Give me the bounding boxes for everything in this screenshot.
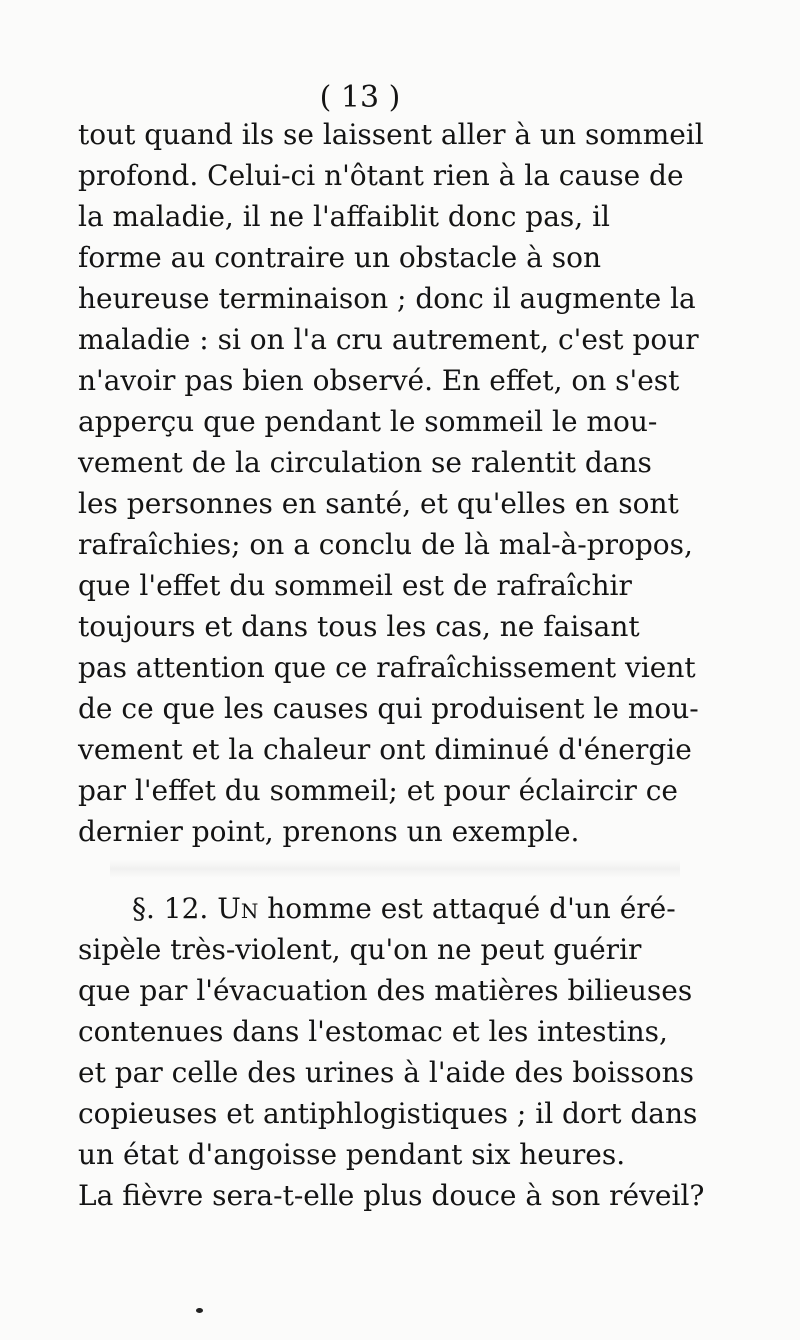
text-line: et par celle des urines à l'aide des boissons	[78, 1056, 695, 1089]
ink-speck	[196, 1308, 203, 1313]
show-through-shadow	[110, 860, 680, 878]
text-line: contenues dans l'estomac et les intestins,	[78, 1015, 668, 1048]
text-line: apperçu que pendant le sommeil le mou-	[78, 405, 658, 438]
text-line: que l'effet du sommeil est de rafraîchir	[78, 569, 632, 602]
text-line: par l'effet du sommeil; et pour éclaircir ce	[78, 774, 678, 807]
text-line: un état d'angoisse pendant six heures.	[78, 1138, 626, 1171]
text-line: pas attention que ce rafraîchissement vient	[78, 651, 696, 684]
text-line: La fièvre sera-t-elle plus douce à son réveil?	[78, 1179, 705, 1212]
text-line: profond. Celui-ci n'ôtant rien à la cause de	[78, 159, 684, 192]
text-line: les personnes en santé, et qu'elles en sont	[78, 487, 679, 520]
section-label: §. 12.	[132, 892, 209, 925]
section-first-line-rest: homme est attaqué d'un éré-	[267, 892, 676, 925]
text-line: maladie : si on l'a cru autrement, c'est pour	[78, 323, 699, 356]
text-line: vement et la chaleur ont diminué d'énergie	[78, 733, 692, 766]
text-line: n'avoir pas bien observé. En effet, on s'est	[78, 364, 680, 397]
page-number: ( 13 )	[319, 80, 401, 115]
paragraph-2	[78, 888, 705, 1216]
paragraph-1	[78, 114, 704, 852]
text-line: que par l'évacuation des matières bilieuses	[78, 974, 693, 1007]
section-first-word: Un	[217, 892, 259, 925]
text-line: de ce que les causes qui produisent le mou-	[78, 692, 699, 725]
text-line: la maladie, il ne l'affaiblit donc pas, il	[78, 200, 610, 233]
text-line: dernier point, prenons un exemple.	[78, 815, 580, 848]
text-line: rafraîchies; on a conclu de là mal-à-propos,	[78, 528, 693, 561]
text-line: vement de la circulation se ralentit dans	[78, 446, 652, 479]
text-line: tout quand ils se laissent aller à un sommeil	[78, 118, 704, 151]
text-line: sipèle très-violent, qu'on ne peut guérir	[78, 933, 642, 966]
text-line: heureuse terminaison ; donc il augmente la	[78, 282, 696, 315]
text-line: forme au contraire un obstacle à son	[78, 241, 601, 274]
section-first-line	[78, 888, 690, 929]
text-line: copieuses et antiphlogistiques ; il dort dans	[78, 1097, 698, 1130]
text-line: toujours et dans tous les cas, ne faisant	[78, 610, 640, 643]
